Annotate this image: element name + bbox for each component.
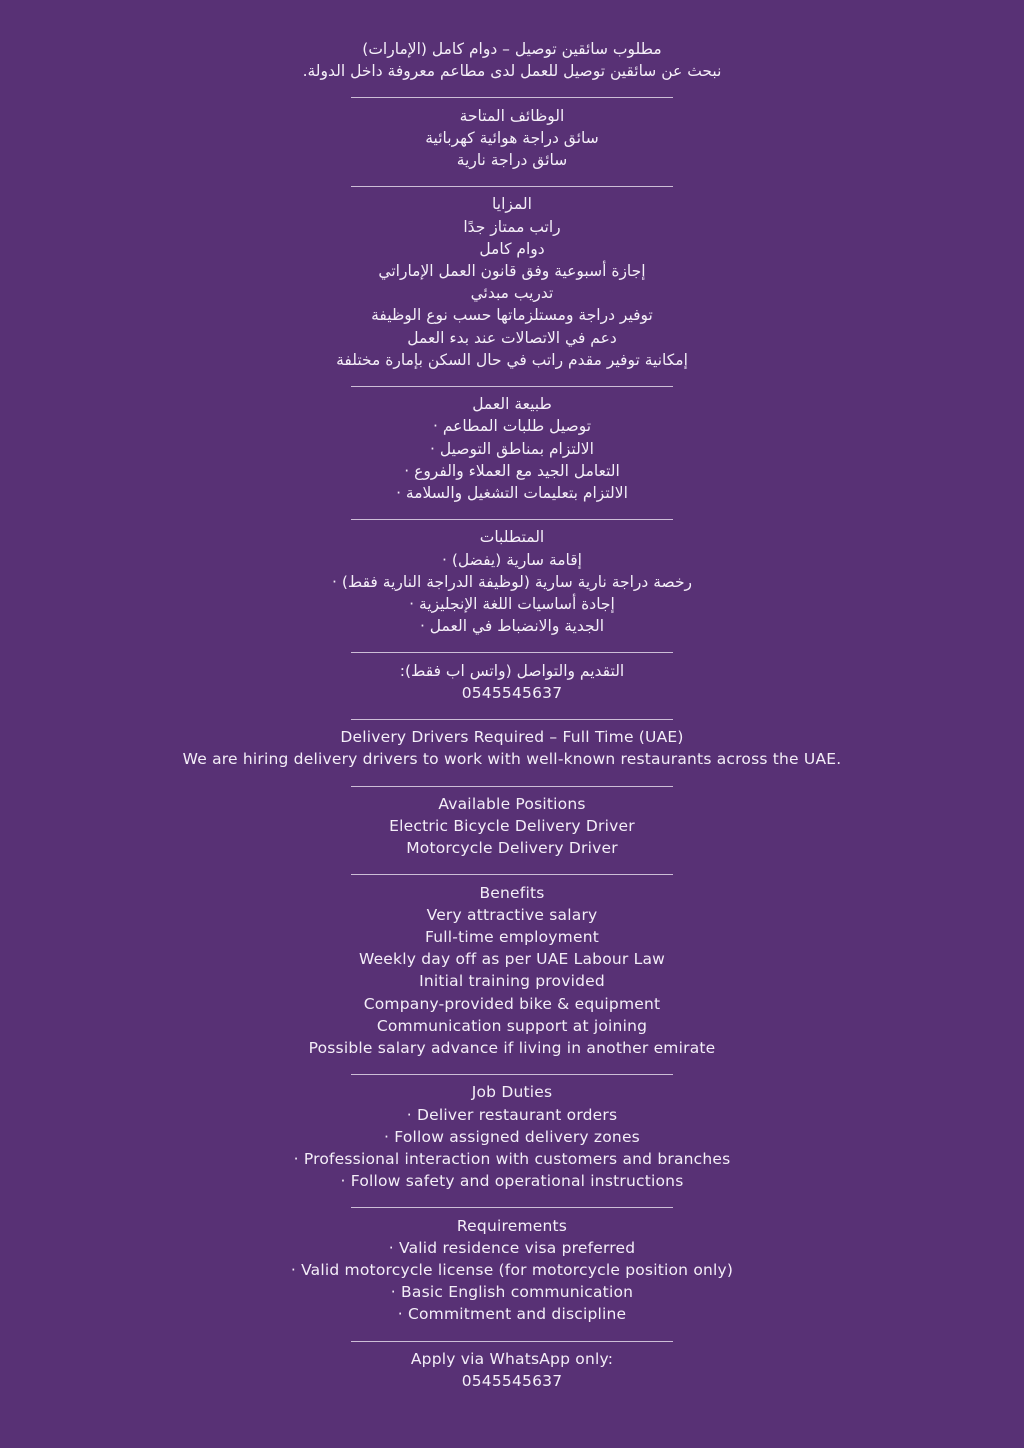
english-benefit-item: Communication support at joining bbox=[376, 1016, 648, 1035]
arabic-position-item: سائق دراجة هوائية كهربائية bbox=[425, 128, 599, 147]
arabic-positions-heading: الوظائف المتاحة bbox=[459, 106, 565, 125]
english-requirement-item: · Commitment and discipline bbox=[397, 1305, 627, 1324]
english-title: Delivery Drivers Required – Full Time (UAE) bbox=[340, 728, 684, 747]
divider bbox=[351, 637, 673, 659]
divider bbox=[351, 1192, 673, 1214]
english-apply-phone: 0545545637 bbox=[461, 1372, 563, 1391]
english-benefit-item: Possible salary advance if living in another emirate bbox=[308, 1039, 716, 1058]
english-duties-heading: Job Duties bbox=[471, 1083, 553, 1102]
english-position-item: Motorcycle Delivery Driver bbox=[406, 839, 618, 858]
arabic-duty-item: التعامل الجيد مع العملاء والفروع · bbox=[404, 461, 620, 480]
arabic-apply-label: التقديم والتواصل (واتس اب فقط): bbox=[399, 661, 625, 680]
english-duty-item: · Professional interaction with customers and branches bbox=[293, 1150, 731, 1169]
arabic-benefits-heading: المزايا bbox=[492, 195, 532, 214]
english-benefit-item: Weekly day off as per UAE Labour Law bbox=[358, 950, 666, 969]
english-intro: We are hiring delivery drivers to work with well-known restaurants across the UAE. bbox=[182, 750, 842, 769]
arabic-benefit-item: راتب ممتاز جدًا bbox=[463, 217, 561, 236]
arabic-benefit-item: تدريب مبدئي bbox=[470, 284, 554, 303]
english-position-item: Electric Bicycle Delivery Driver bbox=[389, 817, 635, 835]
english-benefits-heading: Benefits bbox=[479, 883, 545, 902]
english-requirement-item: · Valid residence visa preferred bbox=[388, 1238, 636, 1257]
english-requirement-item: · Basic English communication bbox=[390, 1283, 634, 1302]
arabic-duty-item: الالتزام بتعليمات التشغيل والسلامة · bbox=[396, 484, 628, 503]
english-benefit-item: Company-provided bike & equipment bbox=[363, 994, 661, 1013]
english-apply-label: Apply via WhatsApp only: bbox=[410, 1349, 614, 1368]
arabic-benefit-item: إجازة أسبوعية وفق قانون العمل الإماراتي bbox=[378, 262, 646, 280]
arabic-benefit-item: دوام كامل bbox=[479, 239, 545, 258]
arabic-requirement-item: الجدية والانضباط في العمل · bbox=[419, 617, 605, 636]
arabic-duty-item: الالتزام بمناطق التوصيل · bbox=[430, 439, 594, 458]
english-benefit-item: Full-time employment bbox=[424, 928, 599, 946]
english-duty-item: · Follow safety and operational instructions bbox=[340, 1172, 684, 1191]
arabic-requirement-item: إجادة أساسيات اللغة الإنجليزية · bbox=[409, 595, 615, 614]
arabic-requirements-heading: المتطلبات bbox=[479, 528, 545, 547]
arabic-duty-item: توصيل طلبات المطاعم · bbox=[432, 417, 592, 436]
divider bbox=[351, 371, 673, 393]
arabic-duties-heading: طبيعة العمل bbox=[472, 395, 552, 414]
english-benefit-item: Very attractive salary bbox=[426, 905, 598, 924]
english-requirements-heading: Requirements bbox=[456, 1216, 568, 1235]
arabic-position-item: سائق دراجة نارية bbox=[456, 151, 568, 169]
arabic-intro: نبحث عن سائقين توصيل للعمل لدى مطاعم معروفة داخل الدولة. bbox=[302, 62, 722, 81]
english-benefit-item: Initial training provided bbox=[419, 972, 605, 991]
divider bbox=[351, 771, 673, 793]
english-requirement-item: · Valid motorcycle license (for motorcycle position only) bbox=[290, 1261, 734, 1280]
divider bbox=[351, 859, 673, 881]
arabic-title: مطلوب سائقين توصيل – دوام كامل (الإمارات) bbox=[362, 40, 662, 58]
arabic-apply-phone: 0545545637 bbox=[461, 683, 563, 702]
english-section bbox=[0, 726, 1024, 1392]
arabic-benefit-item: توفير دراجة ومستلزماتها حسب نوع الوظيفة bbox=[371, 306, 653, 325]
arabic-benefit-item: دعم في الاتصالات عند بدء العمل bbox=[407, 328, 617, 347]
divider bbox=[351, 504, 673, 526]
divider bbox=[351, 82, 673, 104]
arabic-section bbox=[0, 38, 1024, 726]
divider bbox=[351, 1326, 673, 1348]
english-positions-heading: Available Positions bbox=[438, 794, 586, 813]
english-duty-item: · Deliver restaurant orders bbox=[406, 1105, 618, 1124]
divider bbox=[351, 704, 673, 726]
divider bbox=[351, 1059, 673, 1081]
arabic-benefit-item: إمكانية توفير مقدم راتب في حال السكن بإمارة مختلفة bbox=[336, 350, 688, 369]
english-duty-item: · Follow assigned delivery zones bbox=[384, 1127, 640, 1146]
divider bbox=[351, 171, 673, 193]
arabic-requirement-item: إقامة سارية (يفضل) · bbox=[441, 550, 582, 569]
arabic-requirement-item: رخصة دراجة نارية سارية (لوظيفة الدراجة النارية فقط) · bbox=[331, 572, 693, 591]
